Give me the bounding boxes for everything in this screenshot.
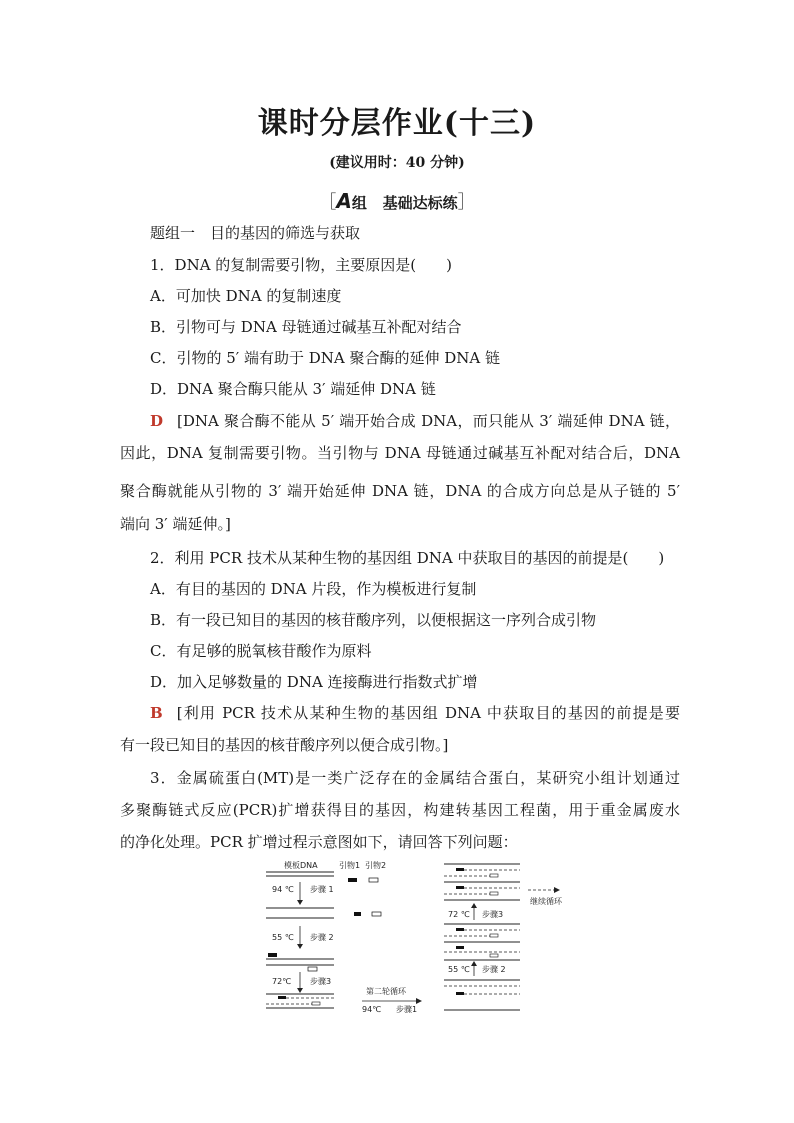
temp-55-label: 55 ℃ bbox=[272, 933, 294, 942]
step1-label: 步骤 1 bbox=[310, 885, 334, 894]
q1-option-a: A．可加快 DNA 的复制速度 bbox=[150, 287, 342, 305]
bracket-open: ［ bbox=[318, 192, 337, 213]
r-temp-55-label: 55 ℃ bbox=[448, 965, 470, 974]
q2-option-c: C．有足够的脱氧核苷酸作为原料 bbox=[150, 642, 372, 660]
pcr-diagram bbox=[258, 858, 568, 1014]
r-primer-b1 bbox=[456, 886, 464, 889]
q1-answer: D bbox=[150, 412, 164, 430]
group-letter: A bbox=[336, 189, 352, 213]
bottom-temp-label: 94℃ bbox=[362, 1005, 382, 1014]
primer2-mark bbox=[369, 878, 378, 882]
topic-heading: 题组一 目的基因的筛选与获取 bbox=[150, 224, 361, 242]
r-primer-c2 bbox=[490, 934, 498, 937]
step1-arrowhead bbox=[297, 900, 303, 905]
step2-label: 步骤 2 bbox=[310, 933, 334, 942]
r-primer-c1 bbox=[456, 928, 464, 931]
q3-line-2: 多聚酶链式反应(PCR)扩增获得目的基因，构建转基因工程菌，用于重金属废水 bbox=[120, 801, 680, 819]
step2-arrowhead bbox=[297, 944, 303, 949]
ext-primer1 bbox=[278, 996, 286, 999]
template-dna-label: 模板DNA bbox=[284, 861, 318, 870]
r-step2-arrowhead bbox=[471, 961, 477, 966]
primer1-mark bbox=[348, 878, 357, 882]
q1-option-b: B．引物可与 DNA 母链通过碱基互补配对结合 bbox=[150, 318, 462, 336]
q2-option-d: D．加入足够数量的 DNA 连接酶进行指数式扩增 bbox=[150, 673, 478, 691]
r-primer-e1 bbox=[456, 992, 464, 995]
r-primer-a1 bbox=[456, 868, 464, 871]
bottom-step-label: 步骤1 bbox=[396, 1005, 418, 1014]
continue-arrowhead bbox=[554, 887, 560, 893]
q2-explanation-2: 有一段已知目的基因的核苷酸序列以便合成引物。] bbox=[120, 736, 449, 754]
r-primer-d2 bbox=[490, 954, 498, 957]
suggested-time: (建议用时：40 分钟) bbox=[329, 155, 465, 171]
temp-72-label: 72℃ bbox=[272, 977, 292, 986]
bracket-close: ］ bbox=[457, 192, 476, 213]
primer2-label: 引物2 bbox=[365, 861, 387, 870]
second-cycle-arrowhead bbox=[416, 998, 422, 1004]
section-header bbox=[0, 188, 794, 214]
q3-line-1: 3．金属硫蛋白(MT)是一类广泛存在的金属结合蛋白，某研究小组计划通过 bbox=[150, 769, 680, 787]
r-step3-arrowhead bbox=[471, 903, 477, 908]
free-primer1 bbox=[354, 912, 361, 916]
q2-explanation-1: B [利用 PCR 技术从某种生物的基因组 DNA 中获取目的基因的前提是要 bbox=[150, 704, 680, 722]
r-primer-a2 bbox=[490, 874, 498, 877]
annealed-primer1 bbox=[268, 953, 277, 957]
r-temp-72-label: 72 ℃ bbox=[448, 910, 470, 919]
annealed-primer2 bbox=[308, 967, 317, 971]
primer1-label: 引物1 bbox=[339, 861, 361, 870]
r-step2-label: 步骤 2 bbox=[482, 965, 506, 974]
r-primer-d1 bbox=[456, 946, 464, 949]
continue-label: 继续循环 bbox=[530, 897, 562, 906]
r-primer-b2 bbox=[490, 892, 498, 895]
q1-option-d: D．DNA 聚合酶只能从 3′ 端延伸 DNA 链 bbox=[150, 380, 436, 398]
q1-stem: 1．DNA 的复制需要引物，主要原因是( ) bbox=[150, 256, 453, 274]
q2-option-b: B．有一段已知目的基因的核苷酸序列，以便根据这一序列合成引物 bbox=[150, 611, 597, 629]
free-primer2 bbox=[372, 912, 381, 916]
q1-explanation-1: D [DNA 聚合酶不能从 5′ 端开始合成 DNA，而只能从 3′ 端延伸 DNA 链， bbox=[150, 412, 680, 430]
r-step3-label: 步骤3 bbox=[482, 910, 504, 919]
step3-label: 步骤3 bbox=[310, 977, 332, 986]
q2-stem: 2．利用 PCR 技术从某种生物的基因组 DNA 中获取目的基因的前提是( ) bbox=[150, 549, 665, 567]
q2-answer: B bbox=[150, 704, 163, 722]
ext-primer2 bbox=[312, 1002, 320, 1005]
page-title: 课时分层作业(十三) bbox=[257, 106, 537, 141]
q1-option-c: C．引物的 5′ 端有助于 DNA 聚合酶的延伸 DNA 链 bbox=[150, 349, 501, 367]
q1-explanation-4: 端向 3′ 端延伸。] bbox=[120, 515, 231, 533]
group-word: 组 bbox=[351, 194, 367, 212]
second-cycle-label: 第二轮循环 bbox=[366, 987, 406, 996]
q2-option-a: A．有目的基因的 DNA 片段，作为模板进行复制 bbox=[150, 580, 477, 598]
q1-explanation-3: 聚合酶就能从引物的 3′ 端开始延伸 DNA 链，DNA 的合成方向总是从子链的 5′ bbox=[120, 482, 680, 500]
temp-94-label: 94 ℃ bbox=[272, 885, 294, 894]
step3-arrowhead bbox=[297, 988, 303, 993]
q1-explanation-2: 因此，DNA 复制需要引物。当引物与 DNA 母链通过碱基互补配对结合后，DNA bbox=[120, 444, 680, 462]
q3-line-3: 的净化处理。PCR 扩增过程示意图如下，请回答下列问题： bbox=[120, 833, 518, 851]
section-name: 基础达标练 bbox=[382, 194, 458, 212]
